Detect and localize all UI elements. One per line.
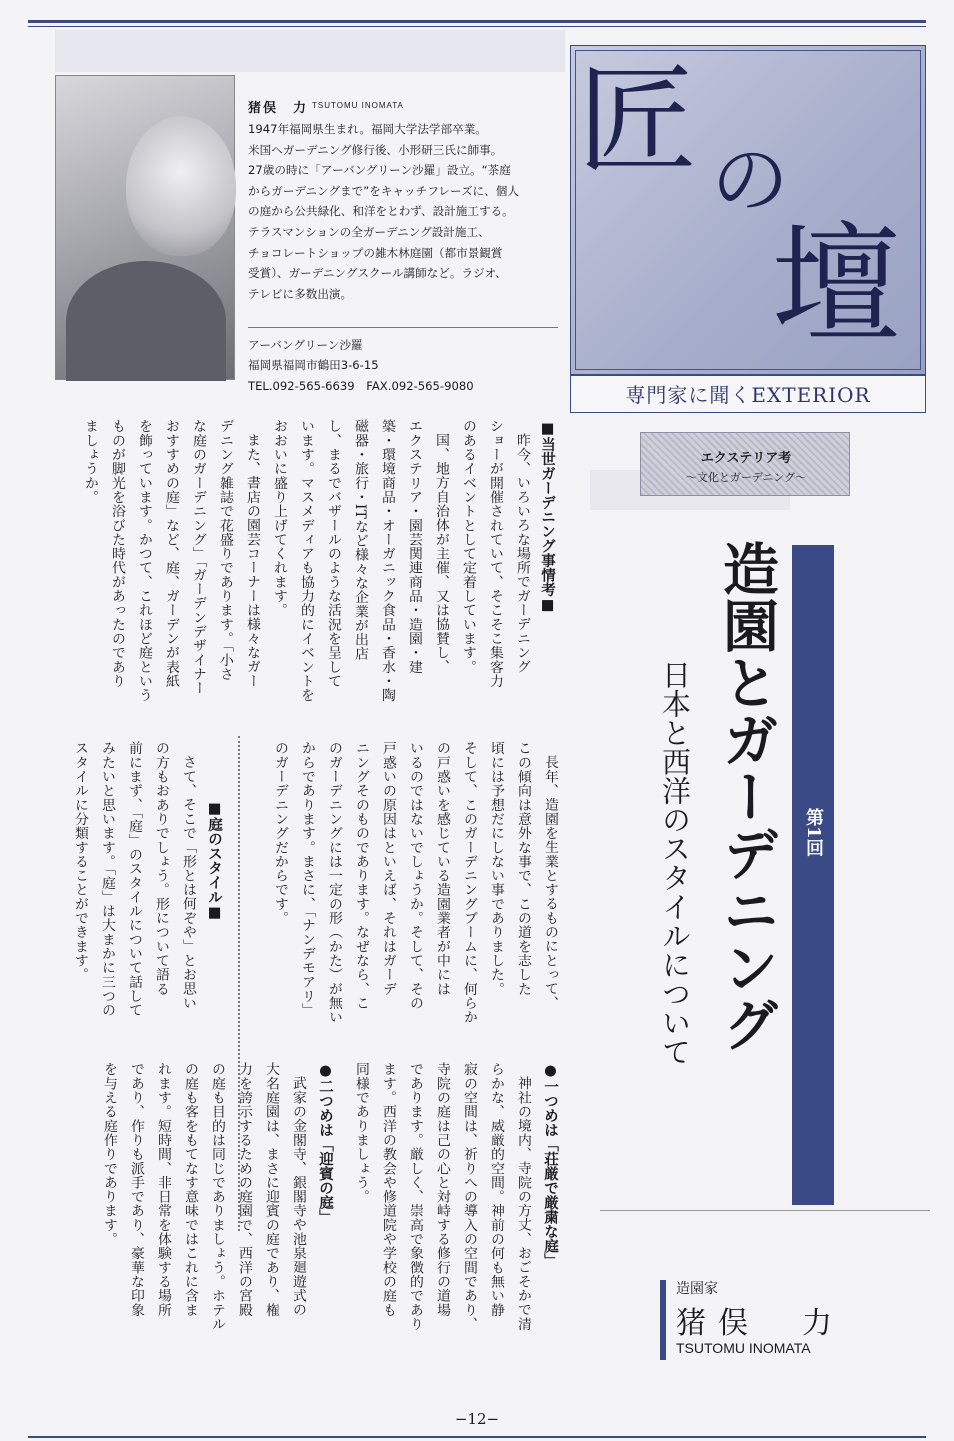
text-line: らかな、威厳的空間。神前の何も無い静	[488, 1062, 504, 1317]
author-photo	[55, 75, 235, 380]
profile-name-en: TSUTOMU INOMATA	[312, 101, 404, 110]
bio-line: テラスマンションの全ガーデニング設計施工、	[248, 224, 490, 239]
bio-line: 1947年福岡県生まれ。福岡大学法学部卒業。	[248, 122, 487, 136]
text-line: ものが脚光を浴びた時代があったのであり	[109, 419, 125, 688]
profile-contact	[248, 335, 474, 396]
text-line: のあるイベントとして定着しています。	[460, 419, 476, 674]
text-line: そして、このガーデニングブームに、何らか	[461, 741, 477, 1024]
text-line: ニングそのものであります。なぜなら、こ	[353, 741, 369, 1010]
top-rule	[28, 20, 926, 23]
bio-line: 米国へガーデニング修行後、小形研三氏に師事。	[248, 142, 503, 157]
section-heading: ■庭のスタイル■	[206, 800, 223, 921]
text-line: おおいに盛り上げてくれます。	[271, 419, 287, 618]
title-subtitle: 専門家に聞くEXTERIOR	[625, 383, 871, 407]
section-heading: ●一つめは「荘厳で厳粛な庭」	[542, 1062, 559, 1268]
text-line: の戸惑いを感じている造園業者が中には	[434, 741, 450, 996]
text-line: みたいと思います。「庭」は大まかに三つの	[99, 741, 115, 1018]
text-line: 神社の境内、寺院の方丈、おごそかで清	[515, 1076, 531, 1331]
profile-bio	[248, 119, 568, 304]
text-line: を与える庭作りであります。	[101, 1062, 117, 1246]
text-line: エクステリア・園芸関連商品・造園・建	[406, 419, 422, 674]
title-char-no: の	[711, 136, 790, 226]
profile-name: 猪俣 力	[248, 101, 309, 116]
series-number: 第1回	[803, 808, 824, 857]
column-title-box	[570, 45, 926, 413]
text-line: のガーデニングには一定の形（かた）が無い	[326, 741, 342, 1024]
text-line: 前にまず、「庭」のスタイルについて話して	[126, 741, 142, 1018]
text-line: 国、地方自治体が主催、又は協賛し、	[433, 433, 449, 674]
top-rule-thin	[28, 26, 926, 27]
article-main-title: 造園とガーデニング	[714, 540, 780, 1053]
text-line: を飾っています。かつて、これほど庭という	[136, 419, 152, 702]
section-heading: ●二つめは「迎賓の庭」	[317, 1062, 334, 1224]
text-line: 頃には予想だにしない事でありました。	[488, 741, 504, 996]
text-line: います。マスメディアも協力的にイベントを	[298, 419, 314, 702]
badge-subtitle: 〜文化とガーデニング〜	[685, 471, 807, 484]
text-line: の庭も目的は同じでありましょう。ホテル	[209, 1062, 225, 1331]
text-line: デニング雑誌で花盛りであります。「小さ	[217, 419, 233, 681]
text-line: ます。西洋の教会や修道院や学校の庭も	[380, 1062, 396, 1317]
bio-line: テレビに多数出演。	[248, 286, 353, 301]
article-sub-title: 日本と西洋のスタイルについて	[658, 660, 692, 1066]
bottom-rule	[28, 1436, 926, 1438]
company-name: アーバングリーン沙羅	[248, 338, 363, 352]
text-line: であり、作りも派手であり、豪華な印象	[128, 1062, 144, 1317]
badge-title: エクステリア考	[700, 451, 792, 466]
text-line: おすすめの庭」など、庭、ガーデンが表紙	[163, 419, 179, 688]
author-role: 造園家	[676, 1281, 718, 1297]
company-phone-fax: TEL.092-565-6639 FAX.092-565-9080	[248, 378, 474, 393]
text-line: 長年、造園を生業とするものにとって、	[542, 755, 558, 1010]
text-line: 築・環境商品・オーガニック食品・香水・陶	[379, 419, 395, 702]
text-line: いるのではないでしょうか。そして、その	[407, 741, 423, 1010]
title-char-sho: 匠	[577, 52, 697, 191]
text-line: ましょうか。	[82, 419, 98, 504]
text-line: 大名庭園は、まさに迎賓の庭であり、権	[263, 1062, 279, 1317]
text-line: この傾向は意外な事で、この道を志した	[515, 741, 531, 996]
text-line: な庭のガーデニング」「ガーデンデザイナー	[190, 419, 206, 696]
bio-line: チョコレートショップの雑木林庭園（都市景観賞	[248, 245, 503, 260]
text-line: のガーデニングだからです。	[272, 741, 288, 925]
text-line: れます。短時間、非日常を体験する場所	[155, 1062, 171, 1317]
text-line: 武家の金閣寺、銀閣寺や池泉廻遊式の	[290, 1076, 306, 1317]
text-line: し、まるでバザールのような活況を呈して	[325, 419, 341, 688]
text-line: であります。厳しく、崇高で象徴的であり	[407, 1062, 423, 1331]
text-line: 寂の空間は、祈りへの導入の空間であり、	[461, 1062, 477, 1331]
author-accent-bar	[660, 1280, 666, 1360]
text-line: さて、そこで「形とは何ぞや」とお思い	[180, 755, 196, 1010]
text-line: 力を誇示するための庭園で、西洋の宮殿	[236, 1062, 252, 1317]
photo-face	[126, 116, 236, 256]
text-line: 磁器・旅行・ITなど様々な企業が出店	[352, 419, 368, 661]
text-line: からであります。まさに、「ナンデモアリ」	[299, 741, 315, 1018]
title-char-dan: 壇	[771, 209, 902, 361]
text-line: の庭も客をもてなす意味ではこれに含ま	[182, 1062, 198, 1317]
photo-shoulders	[66, 261, 226, 381]
author-name: 猪俣 力	[676, 1306, 844, 1341]
company-address: 福岡県福岡市鶴田3-6-15	[248, 358, 379, 373]
text-line: また、書店の園芸コーナーは様々なガー	[244, 433, 260, 688]
bio-line: 27歳の時に「アーバングリーン沙羅」設立。“茶庭	[248, 163, 511, 178]
bleed-through-band	[55, 30, 565, 72]
author-name-en: TSUTOMU INOMATA	[676, 1340, 811, 1356]
bio-line: の庭から公共緑化、和洋をとわず、設計施工する。	[248, 204, 514, 219]
text-line: ショーが開催されていて、そこそこ集客力	[487, 419, 503, 688]
title-divider	[600, 1210, 930, 1211]
text-line: 寺院の庭は己の心と対峙する修行の道場	[434, 1062, 450, 1317]
profile-divider	[248, 327, 558, 328]
text-line: 戸惑いの原因はといえば、それはガーデ	[380, 741, 396, 996]
series-badge	[640, 432, 850, 496]
series-bar	[792, 545, 834, 1205]
page-number: −12−	[454, 1410, 500, 1428]
text-line: スタイルに分類することができます。	[72, 741, 88, 982]
text-line: 同様でありましょう。	[353, 1062, 369, 1204]
section-heading: ■当世ガーデニング事情考■	[539, 420, 556, 614]
bio-line: 受賞）、ガーデニングスクール講師など。ラジオ、	[248, 266, 507, 281]
text-line: 昨今、いろいろな場所でガーデニング	[514, 433, 530, 674]
text-line: の方もおありでしょう。形について語る	[153, 741, 169, 996]
bio-line: からガーデニングまで”をキャッチフレーズに、個人	[248, 183, 519, 198]
